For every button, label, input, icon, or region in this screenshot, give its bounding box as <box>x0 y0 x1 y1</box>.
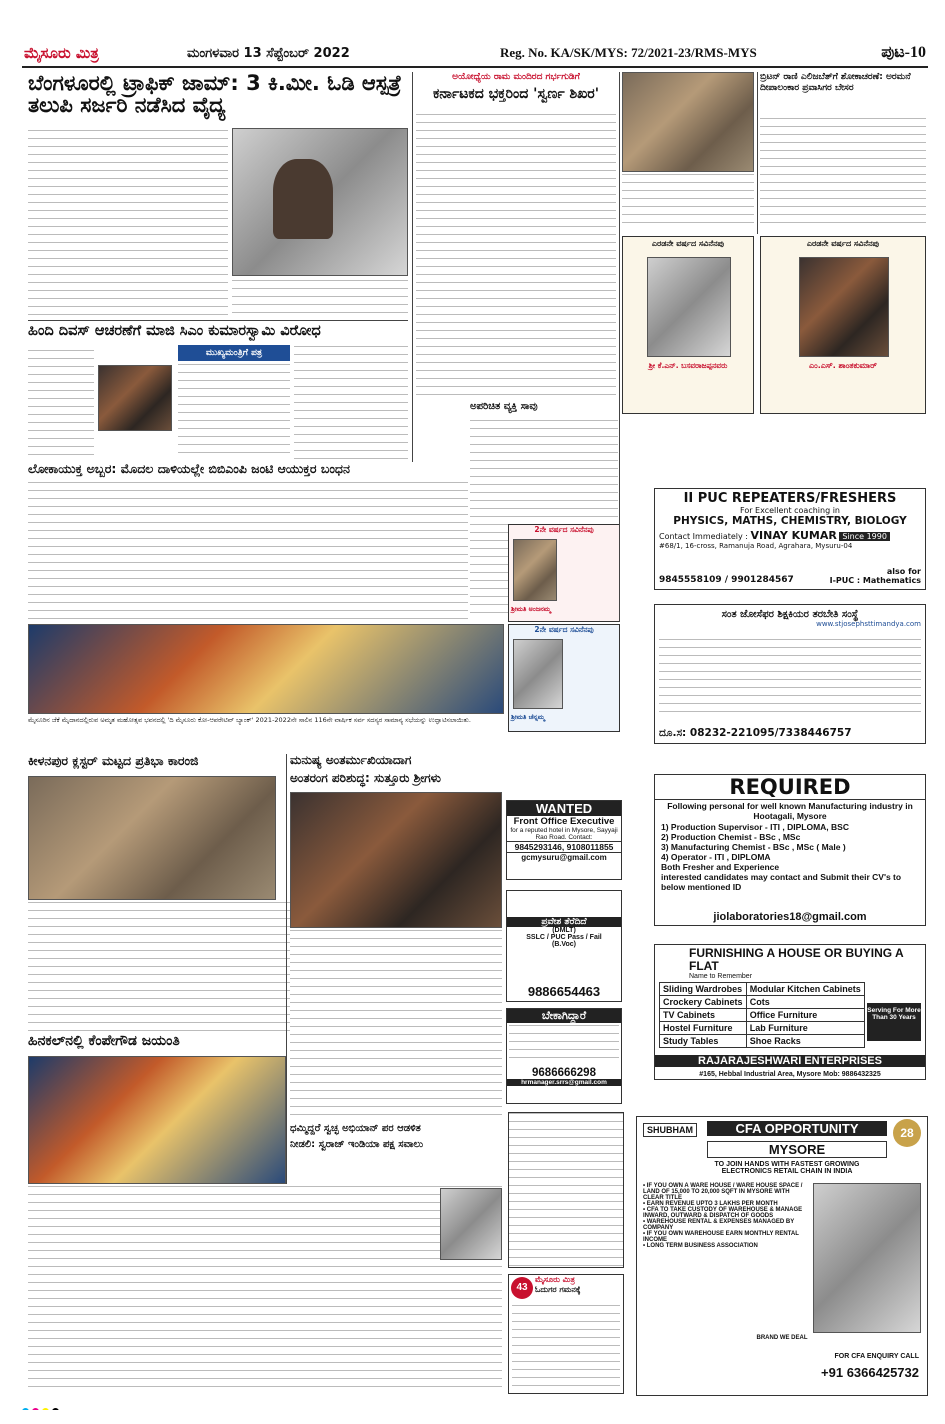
cfa-point: • CFA TO TAKE CUSTODY OF WAREHOUSE & MANAGE INWARD, OUTWARD & DISPATCH OF GOODS <box>643 1207 803 1219</box>
article-ayodhya <box>416 114 616 399</box>
headline-hindi-divas: ಹಿಂದಿ ದಿವಸ್ ಆಚರಣೆಗೆ ಮಾಜಿ ಸಿಎಂ ಕುಮಾರಸ್ವಾಮಿ ವಿರೋಧ <box>28 324 321 339</box>
tribute-card-3 <box>508 524 620 622</box>
ad-puc-also: also for <box>886 567 921 576</box>
ad-st-joseph-web: www.stjosephsttimandya.com <box>816 620 921 628</box>
headline-ayodhya: ಕರ್ನಾಟಕದ ಭಕ್ತರಿಂದ 'ಸ್ವರ್ಣ ಶಿಖರ' <box>432 87 600 102</box>
ad-cfa-brand: SHUBHAM <box>643 1123 697 1137</box>
article-hindi-col1 <box>28 350 94 460</box>
ad-puc-sub: For Excellent coaching in <box>740 506 840 515</box>
tribute-photo-1 <box>647 257 731 357</box>
photo-cluster <box>28 776 276 900</box>
cfa-point: • IF YOU OWN A WARE HOUSE / WARE HOUSE SPACE / LAND OF 15,000 TO 20,000 SQFT IN MYSORE WITH CLEAR TITLE <box>643 1183 803 1201</box>
ad-cfa-brands: BRAND WE DEAL <box>756 1335 808 1341</box>
article-hindi-col2 <box>178 364 290 460</box>
furnish-cell: Modular Kitchen Cabinets <box>746 983 864 996</box>
page-number: ಪುಟ-10 <box>881 44 926 61</box>
required-line: 1) Production Supervisor - ITI , DIPLOMA, BSC <box>661 822 849 832</box>
required-line: 3) Manufacturing Chemist - BSc , MSc ( Male ) <box>661 842 846 852</box>
divider <box>28 320 408 321</box>
column-rule <box>286 754 287 1184</box>
ad-furnishing-company: RAJARAJESHWARI ENTERPRISES <box>655 1055 925 1067</box>
photo-bank-event <box>28 624 504 714</box>
ad-admission-title: ಪ್ರವೇಶ ತೆರೆದಿದೆ <box>507 917 621 927</box>
ad-wanted-desc: for a reputed hotel in Mysore, Sayyaji Rao Road. Contact: <box>510 827 618 841</box>
tribute-photo-4 <box>513 639 563 709</box>
ad-mitra-title: ಮೈಸೂರು ಮಿತ್ರ <box>535 1275 575 1284</box>
headline-swachh-2: ನೀಡಲಿ: ಸ್ವರಾಜ್ ಇಂಡಿಯಾ ಪಕ್ಷ ಸವಾಲು <box>290 1140 424 1150</box>
kicker-ayodhya: ಅಯೋಧ್ಯೆಯ ರಾಮ ಮಂದಿರದ ಗರ್ಭಗುಡಿಗೆ <box>452 72 580 82</box>
ad-admission-list <box>507 927 621 948</box>
masthead <box>22 44 928 68</box>
furnish-row <box>660 1035 865 1048</box>
ad-job-phone: 9686666298 <box>532 1067 596 1079</box>
required-line: 4) Operator - ITI , DIPLOMA <box>661 852 771 862</box>
article-elizabeth <box>760 118 926 230</box>
furnish-row <box>660 996 865 1009</box>
tribute-name-2: ಎಂ.ಎಸ್. ಶಾಂತಕುಮಾರ್ <box>809 361 877 370</box>
ad-cfa-call-label: FOR CFA ENQUIRY CALL <box>834 1353 919 1360</box>
ad-furnishing-title: FURNISHING A HOUSE OR BUYING A FLAT <box>689 946 904 973</box>
ad-wanted-title: WANTED <box>507 801 621 816</box>
article-hindi-col3 <box>294 346 408 460</box>
ad-cfa-phone[interactable]: +91 6366425732 <box>821 1365 919 1380</box>
tribute-name-4: ಶ್ರೀಮತಿ ಚೆನ್ನಮ್ಮ <box>511 713 545 721</box>
photo-suttur-swamiji <box>290 792 502 928</box>
ad-job-title: ಬೇಕಾಗಿದ್ದಾರೆ <box>507 1009 621 1023</box>
headline-unknown-death: ಅಪರಿಚಿತ ವ್ಯಕ್ತಿ ಸಾವು <box>470 402 538 412</box>
photo-swaraj-leader <box>440 1188 502 1260</box>
furnish-cell: Lab Furniture <box>746 1022 864 1035</box>
ad-required-list <box>655 822 925 892</box>
ad-wanted <box>506 800 622 880</box>
furnish-row <box>660 1009 865 1022</box>
ad-furnishing-badge: Serving For More Than 30 Years <box>867 1003 921 1041</box>
ad-mitra-badge: 43 <box>511 1277 533 1299</box>
article-lokayukta <box>28 482 468 620</box>
ad-wanted-phone: 9845293146, 9108011855 <box>507 841 621 852</box>
ad-st-joseph-phone: ದೂ.ಸ: 08232-221095/7338446757 <box>659 727 852 739</box>
ad-wanted-role: Front Office Executive <box>513 816 615 827</box>
ad-required <box>654 774 926 926</box>
furnish-cell: Sliding Wardrobes <box>660 983 747 996</box>
tribute-name-1: ಶ್ರೀ ಕೆ.ಎನ್. ಬಸವರಾಜಪ್ಪನವರು <box>648 361 728 370</box>
ad-puc <box>654 488 926 590</box>
publication-date: ಮಂಗಳವಾರ 13 ಸೆಪ್ಟೆಂಬರ್ 2022 <box>187 46 350 61</box>
ad-st-joseph-body <box>659 639 921 719</box>
ad-required-intro: Following personal for well known Manufacturing industry in Hootagali, Mysore <box>667 801 913 821</box>
headline-elizabeth: ಬ್ರಿಟನ್ ರಾಣಿ ಎಲಿಜಬೆತ್‌ಗೆ ಶೋಕಾಚರಣೆ: ಅರಮನೆ ದೀಪಾಲಂಕಾರ ಪ್ರವಾಸಿಗರ ಬೇಸರ <box>760 72 911 93</box>
ad-cfa-city: MYSORE <box>707 1141 887 1158</box>
furnish-cell: TV Cabinets <box>660 1009 747 1022</box>
ad-puc-contact-label: Contact Immediately : <box>659 532 748 541</box>
ad-cfa-title: CFA OPPORTUNITY <box>707 1121 887 1136</box>
tribute-photo-2 <box>799 257 889 357</box>
column-rule <box>412 72 413 462</box>
column-rule <box>619 72 620 622</box>
ad-furnishing-table <box>659 982 865 1048</box>
ad-cfa-tagline: TO JOIN HANDS WITH FASTEST GROWING ELECTRONICS RETAIL CHAIN IN INDIA <box>714 1161 860 1175</box>
tribute-photo-3 <box>513 539 557 601</box>
ad-furnishing-sub: Name to Remember <box>689 973 753 980</box>
headline-cluster: ಕೀಳನಪುರ ಕ್ಲಸ್ಟರ್ ಮಟ್ಟದ ಪ್ರತಿಭಾ ಕಾರಂಜಿ <box>28 754 199 768</box>
tribute-card-1 <box>622 236 754 414</box>
tribute-heading-2: ಎರಡನೇ ವರ್ಷದ ಸವಿನೆನಪು <box>806 239 880 248</box>
headline-lokayukta: ಲೋಕಾಯುಕ್ತ ಅಬ್ಬರ: ಮೊದಲ ದಾಳಿಯಲ್ಲೇ ಬಿಬಿಎಂಪಿ ಜಂಟಿ ಆಯುಕ್ತರ ಬಂಧನ <box>28 462 350 476</box>
ad-admission <box>506 890 622 1002</box>
ad-puc-subjects: PHYSICS, MATHS, CHEMISTRY, BIOLOGY <box>673 515 907 527</box>
ad-mitra-body <box>512 1305 620 1389</box>
ad-puc-title: II PUC REPEATERS/FRESHERS <box>683 491 897 506</box>
column-rule <box>757 72 758 234</box>
ad-cfa-years: 28 <box>893 1119 921 1147</box>
tribute-heading-4: 2ನೇ ವರ್ಷದ ಸವಿನೆನಪು <box>534 625 594 634</box>
ad-st-joseph <box>654 604 926 744</box>
article-traffic-right <box>232 280 408 320</box>
ad-wanted-email: gcmysuru@gmail.com <box>507 852 621 862</box>
ad-furnishing-address: #165, Hebbal Industrial Area, Mysore Mob: 9886432325 <box>699 1071 881 1078</box>
required-line: interested candidates may contact and Submit their CV's to below mentioned ID <box>661 872 902 892</box>
caption-bank-event: ಮೈಸೂರಿನ ಜೆಕೆ ಮೈದಾನದಲ್ಲಿರುವ ಅಮೃತ ಮಹೋತ್ಸವ ಭವನದಲ್ಲಿ 'ದಿ ಮೈಸೂರು ಕೋ-ಆಪರೇಟಿವ್ ಬ್ಯಾಂಕ್' 2021-2022ನೇ ಸಾಲಿನ 116ನೇ ವಾರ್ಷಿಕ ಸರ್ವ ಸದಸ್ಯರ ಸಾಮಾನ್ಯ ಸಭೆಯನ್ನು ಉದ್ಘಾಟಿಸಲಾಯಿತು. <box>28 716 471 724</box>
newspaper-logo: ಮೈಸೂರು ಮಿತ್ರ <box>24 44 99 62</box>
ad-puc-maths: I-PUC : Mathematics <box>829 576 921 585</box>
tribute-card-2 <box>760 236 926 414</box>
print-registration-marks <box>22 1400 928 1410</box>
cfa-point: • WAREHOUSE RENTAL & EXPENSES MANAGED BY COMPANY <box>643 1219 795 1231</box>
cfa-point: • IF YOU OWN WAREHOUSE EARN MONTHLY RENTAL INCOME <box>643 1231 799 1243</box>
ad-required-email[interactable]: jiolaboratories18@gmail.com <box>713 911 867 923</box>
label-cm-letter: ಮುಖ್ಯಮಂತ್ರಿಗೆ ಪತ್ರ <box>178 345 290 361</box>
required-line: 2) Production Chemist - BSc , MSc <box>661 832 801 842</box>
admission-line: (B.Voc) <box>552 941 576 948</box>
headline-swachh-1: ಧಮ್ಮಿದ್ದರೆ ಸ್ವಚ್ಛ ಅಭಿಯಾನ್ ಪರ ಆಡಳಿತ <box>290 1124 421 1134</box>
registration-number: Reg. No. KA/SK/MYS: 72/2021-23/RMS-MYS <box>500 45 757 60</box>
article-humanity <box>290 930 502 1120</box>
furnish-cell: Crockery Cabinets <box>660 996 747 1009</box>
photo-traffic-jam <box>232 128 408 276</box>
photo-award <box>622 72 754 172</box>
headline-humanity-1: ಮನುಷ್ಯ ಅಂತರ್ಮುಖಿಯಾದಾಗ <box>290 754 412 767</box>
ad-mitra-notice <box>508 1274 624 1394</box>
headline-kempegowda: ಹಿನಕಲ್‌ನಲ್ಲಿ ಕೆಂಪೇಗೌಡ ಜಯಂತಿ <box>28 1034 180 1049</box>
imprint-box <box>508 1112 624 1268</box>
required-line: Both Fresher and Experience <box>661 862 780 872</box>
ad-job <box>506 1008 622 1104</box>
ad-puc-since: Since 1990 <box>839 532 890 541</box>
ad-cfa-list <box>643 1183 807 1249</box>
ad-admission-phone: 9886654463 <box>527 984 601 999</box>
furnish-cell: Shoe Racks <box>746 1035 864 1048</box>
photo-kumaraswamy <box>98 365 172 431</box>
furnish-row <box>660 1022 865 1035</box>
ad-job-body <box>509 1025 619 1065</box>
photo-kempegowda <box>28 1056 286 1184</box>
ad-furnishing <box>654 944 926 1080</box>
article-kempegowda <box>28 1186 502 1394</box>
caption-award <box>622 174 754 230</box>
ad-puc-contact: VINAY KUMAR <box>750 529 837 542</box>
furnish-cell: Hostel Furniture <box>660 1022 747 1035</box>
ad-mitra-sub: ಓದುಗರ ಗಮನಕ್ಕೆ <box>535 1285 581 1294</box>
tribute-heading-1: ಎರಡನೇ ವರ್ಷದ ಸವಿನೆನಪು <box>651 239 725 248</box>
furnish-row <box>660 983 865 996</box>
ad-cfa <box>636 1116 928 1396</box>
ad-st-joseph-title: ಸಂತ ಜೋಸೆಫರ ಶಿಕ್ಷಕಿಯರ ತರಬೇತಿ ಸಂಸ್ಥೆ <box>721 609 859 620</box>
furnish-cell: Office Furniture <box>746 1009 864 1022</box>
tribute-card-4 <box>508 624 620 732</box>
admission-line: SSLC / PUC Pass / Fail <box>526 934 602 941</box>
headline-traffic: ಬೆಂಗಳೂರಲ್ಲಿ ಟ್ರಾಫಿಕ್ ಜಾಮ್: 3 ಕಿ.ಮೀ. ಓಡಿ ಆಸ್ಪತ್ರೆ ತಲುಪಿ ಸರ್ಜರಿ ನಡೆಸಿದ ವೈದ್ಯ <box>28 72 402 118</box>
admission-line: (DMLT) <box>552 927 576 934</box>
ad-job-email: hrmanager.srrs@gmail.com <box>507 1079 621 1086</box>
ad-puc-address: #68/1, 16-cross, Ramanuja Road, Agrahara, Mysuru-04 <box>659 542 853 550</box>
article-traffic-left <box>28 130 228 315</box>
ad-required-title: REQUIRED <box>655 775 925 800</box>
furnish-cell: Cots <box>746 996 864 1009</box>
furnish-cell: Study Tables <box>660 1035 747 1048</box>
ad-cfa-appliances <box>813 1183 921 1333</box>
tribute-heading-3: 2ನೇ ವರ್ಷದ ಸವಿನೆನಪು <box>534 525 594 534</box>
ad-puc-phone: 9845558109 / 9901284567 <box>659 575 794 585</box>
cfa-point: • LONG TERM BUSINESS ASSOCIATION <box>643 1243 758 1249</box>
cfa-point: • EARN REVENUE UPTO 3 LAKHS PER MONTH <box>643 1201 778 1207</box>
tribute-name-3: ಶ್ರೀಮತಿ ಅಂಜನಮ್ಮ <box>511 605 551 613</box>
headline-humanity-2: ಅಂತರಂಗ ಪರಿಶುದ್ಧ: ಸುತ್ತೂರು ಶ್ರೀಗಳು <box>290 772 441 785</box>
